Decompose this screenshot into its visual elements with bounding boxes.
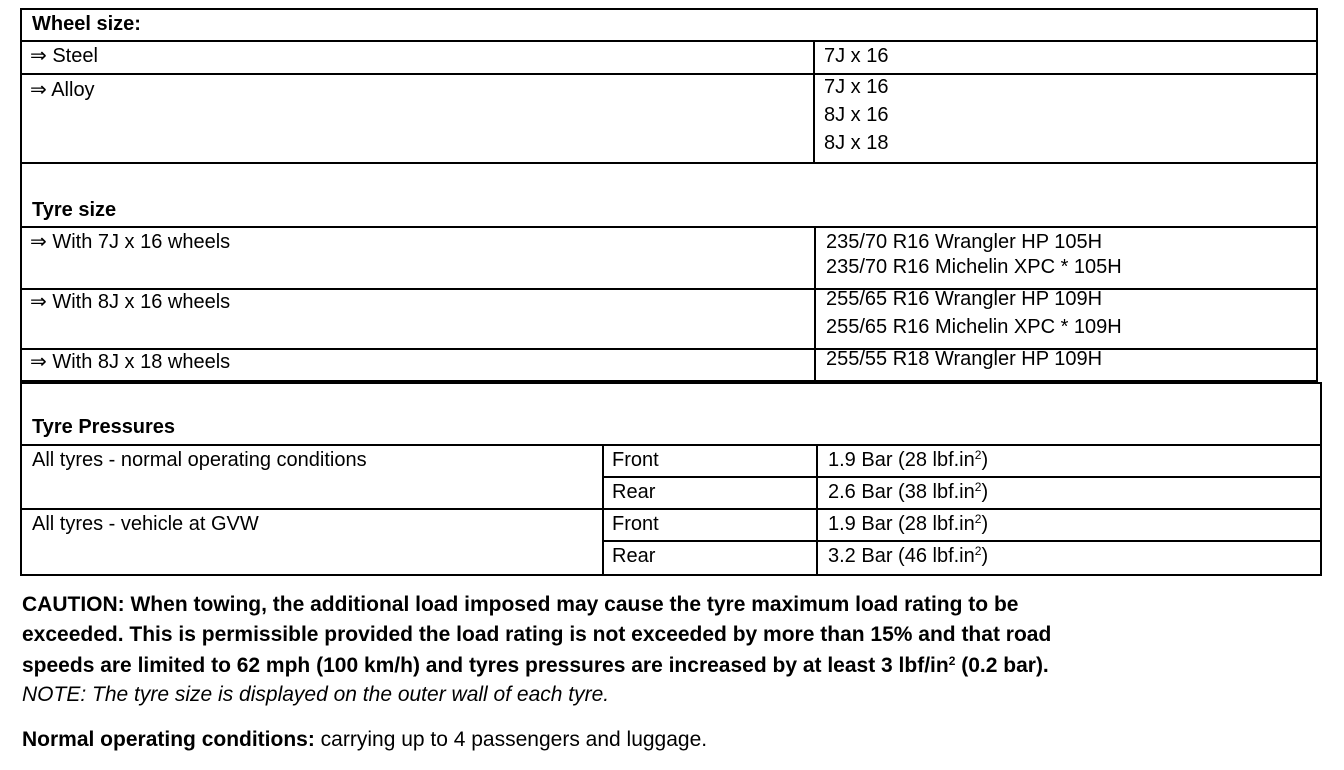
caution-line: exceeded. This is permissible provided the load rating is not exceeded by more than 15% and that road [22, 623, 1052, 646]
wheel-row-value: 8J x 18 [824, 132, 889, 154]
pressure-axle-label: Rear [612, 545, 656, 567]
pressure-condition-label: All tyres - normal operating conditions [32, 449, 367, 471]
tyre-row-label: ⇒ With 8J x 16 wheels [30, 291, 231, 313]
wheel-row-value: 7J x 16 [824, 45, 889, 67]
normal-conditions-text: carrying up to 4 passengers and luggage. [314, 728, 708, 751]
divider [814, 226, 816, 382]
wheel-row-label-alloy: ⇒ Alloy [30, 79, 95, 101]
pressure-condition-label: All tyres - vehicle at GVW [32, 513, 259, 535]
pressure-axle-label: Rear [612, 481, 656, 503]
divider [816, 444, 818, 576]
divider [20, 73, 1318, 75]
wheel-row-value: 7J x 16 [824, 76, 889, 98]
tyre-size-note: NOTE: The tyre size is displayed on the outer wall of each tyre. [22, 683, 610, 706]
caution-line: CAUTION: When towing, the additional load imposed may cause the tyre maximum load rating to be [22, 593, 1019, 616]
wheel-size-heading: Wheel size: [32, 13, 141, 35]
pressure-value: 3.2 Bar (46 $lbf.in^2$) [828, 544, 989, 567]
pressure-axle-label: Front [612, 449, 659, 471]
divider [602, 444, 604, 576]
caution-line: speeds are limited to 62 mph (100 km/h) and tyres pressures are increased by at least 3 lbf/$in^2$ (0.2 bar). [22, 654, 1049, 677]
wheel-row-label-steel: ⇒ Steel [30, 45, 98, 67]
pressure-value: 2.6 Bar (38 $lbf.in^2$) [828, 480, 989, 503]
tyre-row-label: ⇒ With 8J x 18 wheels [30, 351, 231, 373]
tyre-row-value: 235/70 R16 Michelin XPC * 105H [826, 256, 1122, 278]
wheel-row-value: 8J x 16 [824, 104, 889, 126]
tyre-row-value: 255/55 R18 Wrangler HP 109H [826, 348, 1103, 370]
pressure-axle-label: Front [612, 513, 659, 535]
normal-conditions-label: Normal operating conditions: [22, 728, 315, 751]
tyre-size-heading: Tyre size [32, 199, 117, 221]
pressure-value: 1.9 Bar (28 $lbf.in^2$) [828, 448, 989, 471]
tyre-row-label: ⇒ With 7J x 16 wheels [30, 231, 231, 253]
tyre-row-value: 255/65 R16 Wrangler HP 109H [826, 288, 1103, 310]
tyre-pressures-heading: Tyre Pressures [32, 416, 176, 438]
divider [813, 40, 815, 164]
divider [20, 40, 1318, 42]
tyre-pressures-section-border [20, 382, 1322, 576]
pressure-value: 1.9 Bar (28 $lbf.in^2$) [828, 512, 989, 535]
tyre-row-value: 255/65 R16 Michelin XPC * 109H [826, 316, 1122, 338]
normal-conditions-note [22, 724, 707, 755]
tyre-row-value: 235/70 R16 Wrangler HP 105H [826, 231, 1103, 253]
wheel-size-section-border [20, 8, 1318, 164]
